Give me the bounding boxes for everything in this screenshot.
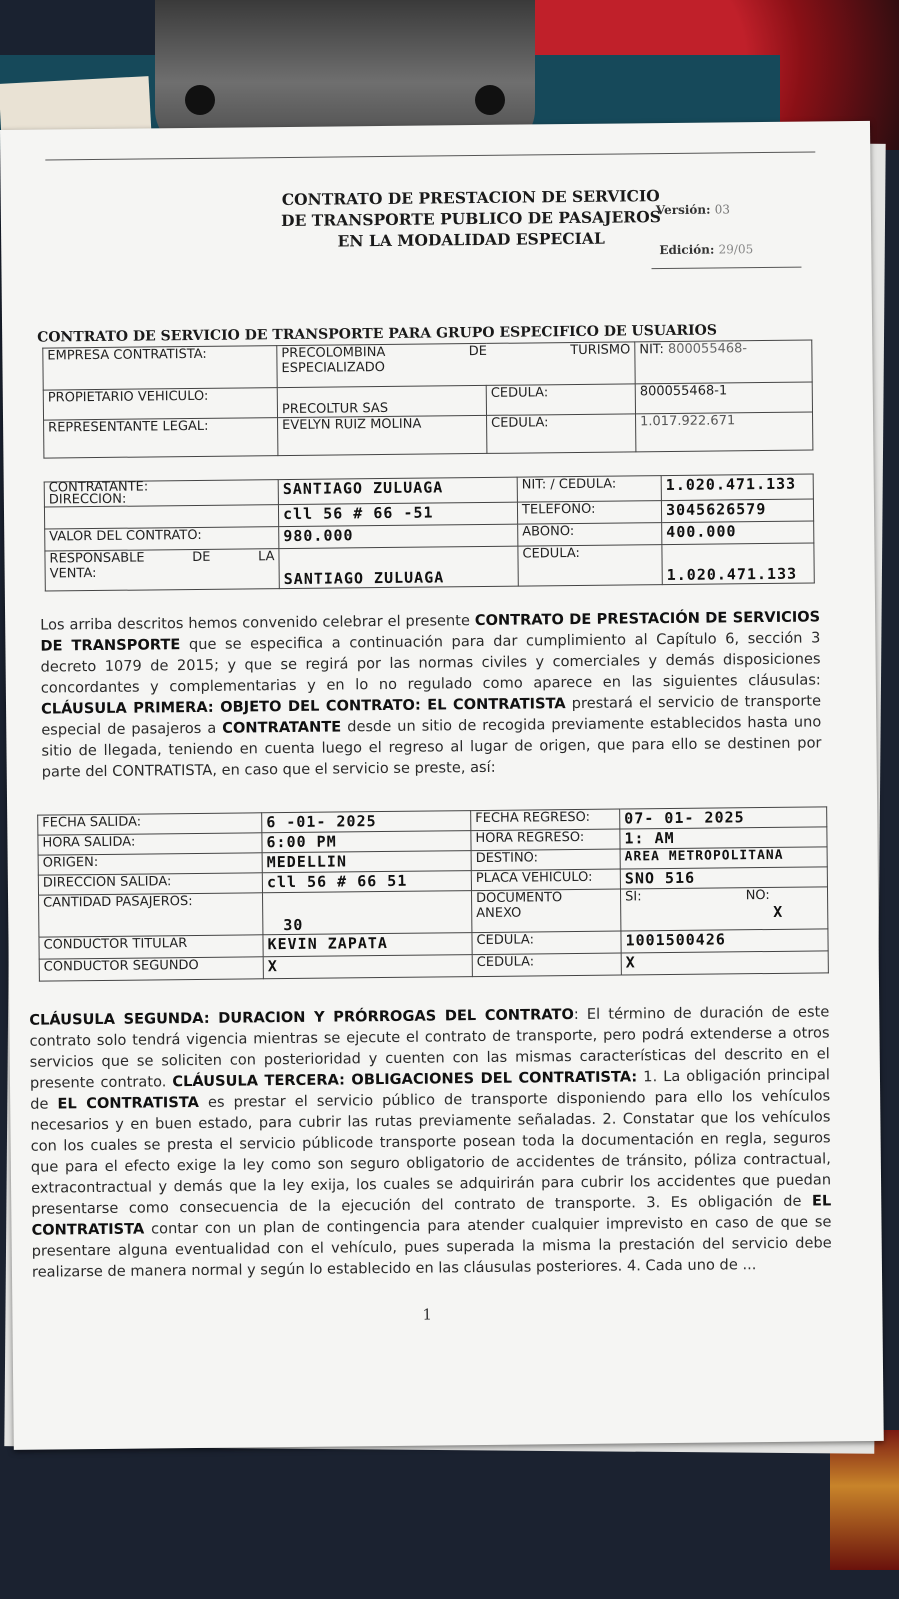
- propietario-value: PRECOLTUR SAS: [277, 385, 486, 417]
- empresa-value-1: PRECOLOMBINA: [281, 344, 386, 362]
- empresa-value: [277, 342, 635, 388]
- abono-value: 400.000: [662, 521, 814, 545]
- documento-label: [471, 889, 620, 933]
- paragraph-second-clause: [29, 1001, 832, 1282]
- conductor-titular-label: CONDUCTOR TITULAR: [39, 935, 263, 959]
- empresa-value-2: ESPECIALIZADO: [281, 359, 386, 377]
- telefono-value: 3045626579: [661, 499, 813, 523]
- paragraph-text: Los arriba descritos hemos convenido celebrar el presente: [40, 612, 475, 634]
- paragraph-bold: EL CONTRATISTA: [31, 1192, 832, 1239]
- direccion-salida-label: DIRECCION SALIDA:: [38, 873, 262, 895]
- origen-label: ORIGEN:: [38, 853, 262, 875]
- divider: [45, 151, 815, 160]
- origen-value: MEDELLIN: [262, 851, 471, 873]
- paragraph-text: contar con un plan de contingencia para atender cualquier imprevisto en caso de que se presentare alguna eventualidad con el vehículo, pues superada la misma la prestación del servicio debe realizarse de manera normal y según lo establecido en las cláusulas posteriores. 4. Cada uno de ...: [31, 1213, 832, 1281]
- nit-value: 800055468-: [667, 341, 748, 358]
- conductor-titular-value: KEVIN ZAPATA: [263, 933, 472, 957]
- trip-table: [37, 806, 829, 981]
- version-label: Versión:: [655, 202, 711, 218]
- edition-label: Edición:: [659, 242, 715, 258]
- contratante-cell: [44, 480, 278, 507]
- conductor-segundo-label: CONDUCTOR SEGUNDO: [39, 957, 263, 981]
- section1-title: CONTRATO DE SERVICIO DE TRANSPORTE PARA GRUPO ESPECIFICO DE USUARIOS: [37, 322, 718, 346]
- direccion-value: cll 56 # 66 -51: [278, 502, 517, 527]
- paragraph-bold: CLÁUSULA PRIMERA: OBJETO DEL CONTRATO: EL CONTRATISTA: [40, 695, 566, 718]
- documento-label-2: ANEXO: [476, 905, 522, 922]
- documento-anexo-options: [620, 887, 827, 931]
- destino-value: AREA METROPOLITANA: [620, 847, 827, 869]
- cedula-titular-value: 1001500426: [621, 929, 828, 953]
- nit-label: NIT:: [639, 342, 664, 358]
- nit-cedula-value: 1.020.471.133: [661, 474, 813, 501]
- destino-label: DESTINO:: [471, 849, 620, 871]
- contratante-value: SANTIAGO ZULUAGA: [278, 477, 517, 505]
- abono-label: ABONO:: [518, 523, 662, 547]
- cedula-titular-label: CEDULA:: [472, 931, 621, 955]
- cantidad-label: CANTIDAD PASAJEROS:: [39, 893, 263, 937]
- paragraph-bold: EL CONTRATISTA: [57, 1093, 200, 1113]
- empresa-label: EMPRESA CONTRATISTA:: [43, 346, 277, 390]
- placa-label: PLACA VEHICULO:: [471, 869, 620, 891]
- telefono-label: TELEFONO:: [517, 501, 661, 525]
- responsable-label-de: DE: [192, 549, 211, 566]
- contractor-table: [44, 473, 815, 591]
- direccion-spacer: [44, 505, 278, 529]
- propietario-label: PROPIETARIO VEHICULO:: [43, 388, 277, 420]
- title-line: CONTRATO DE PRESTACION DE SERVICIO: [281, 186, 660, 210]
- direccion-label: DIRECCION:: [48, 491, 127, 508]
- cedula-segundo-value: X: [621, 951, 828, 975]
- edition-value: 29/05: [718, 242, 754, 257]
- responsable-label-2: VENTA:: [49, 566, 97, 582]
- representante-cedula-label: CEDULA:: [487, 414, 636, 454]
- conductor-segundo-value: X: [263, 955, 472, 979]
- fecha-regreso-label: FECHA REGRESO:: [471, 809, 620, 831]
- paragraph-text: es prestar el servicio público de transporte disponiendo para ello los vehículos necesarios y en buen estado, para cubrir las rutas previamente señaladas. 2. Constatar que los vehículos con los cuales se presta el servicio públicode transporte posean toda la documentación en regla, seguros que para el efecto exige la ley como son seguro obligatorio de accidentes de tránsito, póliza contractual, extracontractual y demás que la ley exija, los cuales se adquirirán para cubrir los accidentes que puedan presentarse como consecuencia de la ejecución del contrato de transporte. 3. Es obligación de: [30, 1087, 832, 1218]
- company-table: [42, 340, 813, 459]
- no-label: NO:: [745, 887, 770, 904]
- paragraph-text: : El término de duración de este contrato solo tendrá vigencia mientras se ejecute el contrato de transporte, pero podrá extenderse a otros servicios que se soliciten con posterioridad y cuenten con las mismas características del descrito en el presente contrato.: [29, 1003, 830, 1092]
- paragraph-text: 1. La obligación principal de: [30, 1066, 831, 1113]
- document-title: [281, 185, 662, 252]
- valor-label: VALOR DEL CONTRATO:: [45, 527, 279, 551]
- paragraph-first-clause: [40, 606, 822, 782]
- divider: [651, 267, 801, 270]
- hora-salida-label: HORA SALIDA:: [38, 833, 262, 855]
- fecha-salida-label: FECHA SALIDA:: [38, 813, 262, 835]
- placa-value: SNO 516: [620, 867, 827, 889]
- cedula-segundo-label: CEDULA:: [472, 953, 621, 977]
- propietario-cedula-value: 800055468-1: [635, 382, 812, 414]
- version-value: 03: [714, 202, 731, 217]
- clip-hole: [475, 85, 505, 115]
- responsable-cedula-label: CEDULA:: [518, 545, 662, 587]
- no-value: X: [773, 902, 784, 921]
- representante-label: REPRESENTANTE LEGAL:: [44, 418, 278, 458]
- responsable-value: SANTIAGO ZULUAGA: [279, 546, 518, 589]
- title-line: EN LA MODALIDAD ESPECIAL: [337, 228, 605, 251]
- responsable-cedula-value: 1.020.471.133: [662, 543, 814, 585]
- empresa-value-turismo: TURISMO: [570, 342, 631, 359]
- paragraph-text: desde un sitio de recogida previamente establecidos hasta uno sitio de llegada, teniendo en cuenta luego el regreso al lugar de origen, que para ello se destinen por parte del CONTRATISTA, en caso que el servicio se preste, así:: [41, 713, 822, 781]
- valor-value: 980.000: [279, 524, 518, 549]
- fecha-salida-value: 6 -01- 2025: [262, 811, 471, 833]
- direccion-salida-value: cll 56 # 66 51: [262, 871, 471, 893]
- edition: [659, 242, 753, 257]
- representante-value: EVELYN RUIZ MOLINA: [278, 415, 487, 455]
- responsable-label-1: RESPONSABLE: [49, 550, 145, 567]
- page-number: 1: [422, 1305, 433, 1324]
- paragraph-text: prestará el servicio de transporte especial de pasajeros a: [41, 692, 822, 739]
- documento-label-1: DOCUMENTO: [475, 890, 563, 907]
- paragraph-bold: CLÁUSULA TERCERA: OBLIGACIONES DEL CONTRATISTA:: [172, 1068, 638, 1091]
- hora-regreso-label: HORA REGRESO:: [471, 829, 620, 851]
- responsable-label-la: LA: [257, 549, 275, 565]
- clip-hole: [185, 85, 215, 115]
- hora-salida-value: 6:00 PM: [262, 831, 471, 853]
- si-label: SI:: [624, 889, 642, 905]
- empresa-value-de: DE: [468, 343, 488, 360]
- paragraph-bold: CONTRATANTE: [222, 718, 342, 737]
- contratante-label: CONTRATANTE:: [48, 479, 149, 496]
- version: [656, 202, 730, 217]
- cantidad-value: 30: [263, 891, 472, 935]
- hora-regreso-value: 1: AM: [620, 827, 827, 849]
- fecha-regreso-value: 07- 01- 2025: [620, 807, 827, 829]
- propietario-cedula-label: CEDULA:: [486, 384, 635, 416]
- paragraph-bold: CONTRATO DE PRESTACIÓN DE SERVICIOS DE TRANSPORTE: [40, 608, 821, 655]
- title-line: DE TRANSPORTE PUBLICO DE PASAJEROS: [280, 207, 661, 231]
- nit-cedula-label: NIT: / CEDULA:: [517, 476, 661, 503]
- responsable-label: [45, 549, 279, 591]
- nit-cell: [635, 340, 812, 384]
- paragraph-bold: CLÁUSULA SEGUNDA: DURACION Y PRÓRROGAS DEL CONTRATO: [29, 1006, 574, 1029]
- paragraph-text: que se especifica a continuación para dar cumplimiento al Capítulo 6, sección 3 decreto 1079 de 2015; y que se regirá por las normas civiles y comerciales y demás disposiciones concordantes y complementarias y en lo no regulado como aparece en las siguientes cláusulas:: [40, 629, 821, 697]
- representante-cedula-value: 1.017.922.671: [636, 412, 813, 452]
- contract-page: [0, 121, 884, 1450]
